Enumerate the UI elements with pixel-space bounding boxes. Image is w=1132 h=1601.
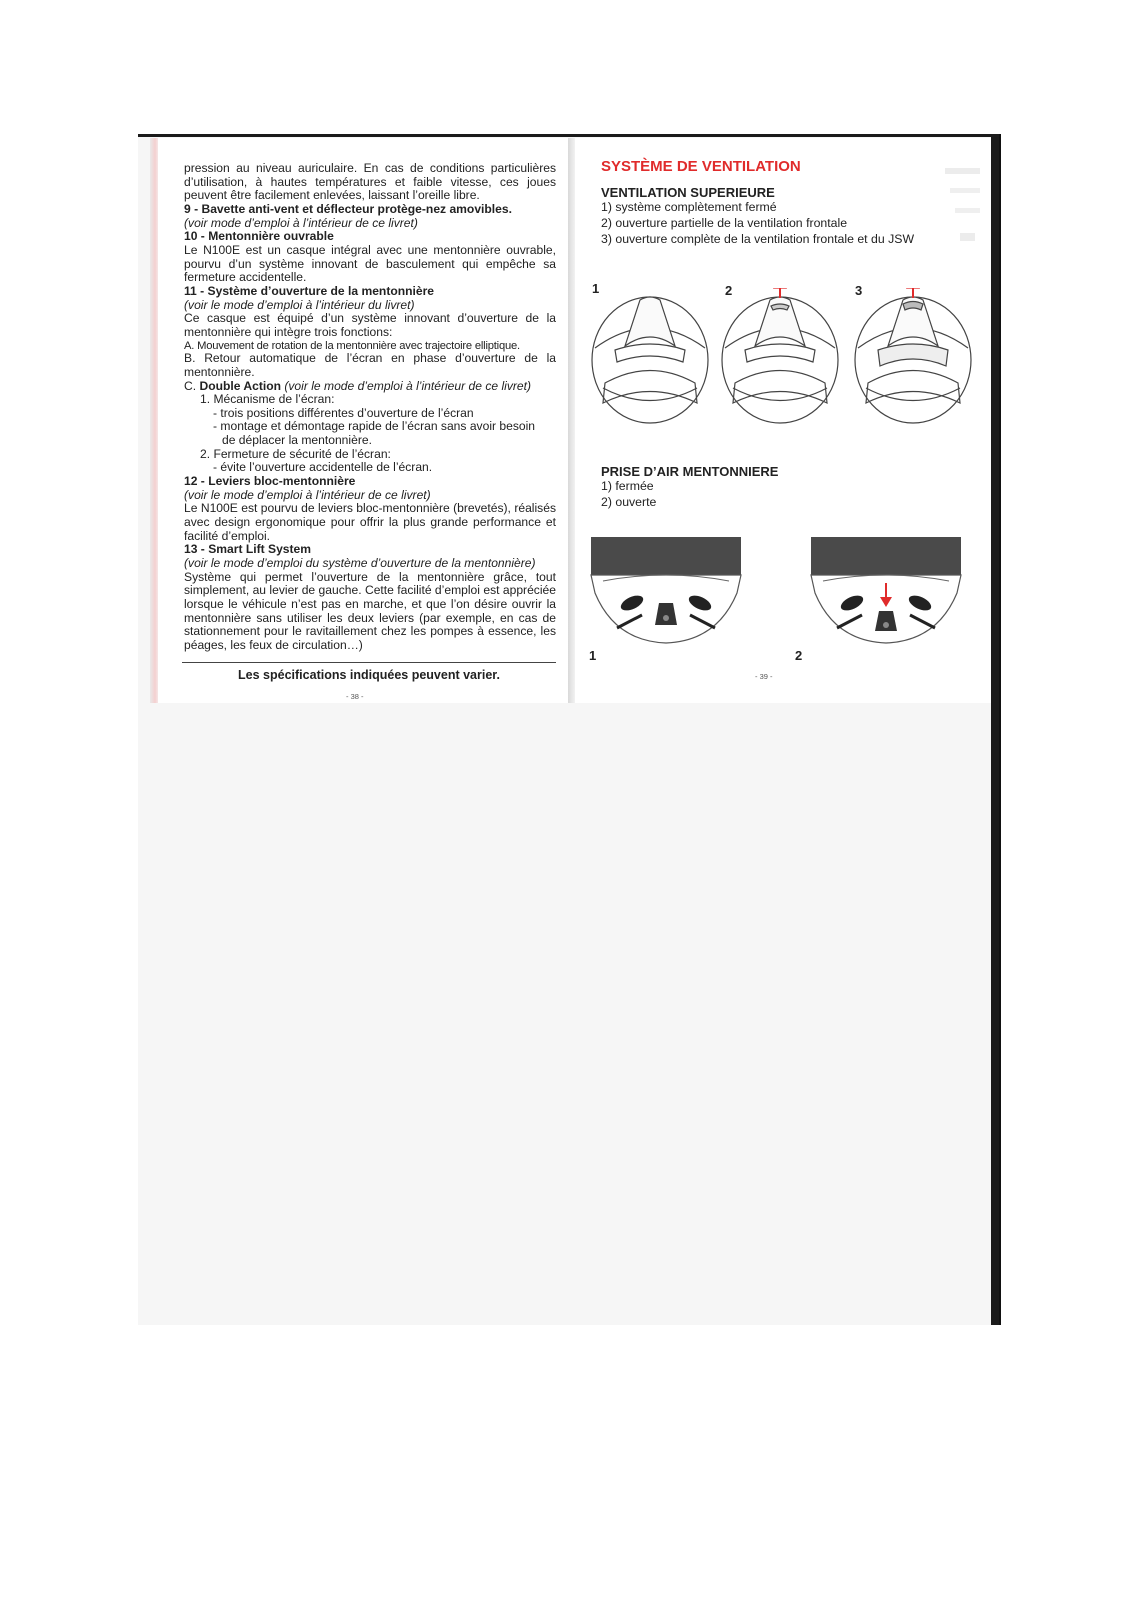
page-38 — [158, 138, 568, 703]
helmet-top-closed-illustration — [592, 297, 708, 423]
ventilation-superieure-list — [601, 200, 914, 248]
text-line: de déplacer la mentonnière. — [222, 433, 372, 448]
helmet-top-open-illustration — [855, 288, 971, 423]
divider-rule — [182, 662, 556, 663]
chin-vent-open-illustration — [811, 537, 961, 643]
text-line: Système qui permet l’ouverture de la mentonnière grâce, tout simplement, au levier de gauche. Cette facilité d’emploi est appréciée lorsque le véhicule n’est pas en marche, et que l’on désire ouvrir la mentonnière sans utiliser les deux leviers (par exemple, en cas de stationnement pour le ravitaillement chez les pompes à essence, les péages, les feux de circulation…) — [184, 569, 556, 652]
text-line: 11 - Système d’ouverture de la mentonnière — [184, 283, 435, 298]
list-item: 2) ouverture partielle de la ventilation frontale — [601, 215, 848, 230]
list-item: 2) ouverte — [601, 494, 657, 509]
text-line: (voir mode d’emploi à l’intérieur de ce livret) — [184, 215, 418, 230]
text-line: (voir le mode d’emploi à l’intérieur du livret) — [184, 297, 415, 312]
text-line: Le N100E est pourvu de leviers bloc-mentonnière (brevetés), réalisés avec design ergonomique pour offrir la plus grande performance et facilité d’emploi. — [184, 501, 556, 543]
text-line: 13 - Smart Lift System — [184, 542, 312, 557]
chin-vent-figures — [587, 533, 982, 648]
text-line: 12 - Leviers bloc-mentonnière — [184, 474, 356, 489]
text-line: - trois positions différentes d’ouverture de l’écran — [213, 405, 474, 420]
list-item: 3) ouverture complète de la ventilation frontale et du JSW — [601, 231, 915, 246]
text-line: 2. Fermeture de sécurité de l’écran: — [200, 446, 391, 461]
text-line: - montage et démontage rapide de l’écran sans avoir besoin — [213, 419, 536, 434]
left-text-column — [184, 162, 556, 653]
text-line: 1. Mécanisme de l’écran: — [200, 392, 335, 407]
prise-air-list — [601, 479, 656, 511]
text-line: Ce casque est équipé d’un système innovant d’ouverture de la mentonnière qui intègre trois fonctions: — [184, 311, 556, 339]
figure-label-1: 1 — [592, 281, 600, 296]
heading-ventilation-superieure: VENTILATION SUPERIEURE — [601, 185, 775, 200]
figure-label-2: 2 — [725, 283, 733, 298]
helmet-top-partial-illustration — [722, 288, 838, 423]
page-39 — [575, 138, 991, 703]
specifications-note: Les spécifications indiquées peuvent varier. — [238, 668, 500, 682]
page-number-left: - 38 - — [346, 692, 364, 701]
helmet-top-figures — [585, 288, 985, 428]
figure-label-3: 3 — [855, 283, 863, 298]
heading-prise-air: PRISE D’AIR MENTONNIERE — [601, 464, 779, 479]
chin-figure-label-1: 1 — [589, 648, 597, 663]
scan-right-edge — [991, 134, 999, 1325]
book-gutter — [568, 138, 575, 703]
show-through-shadow — [940, 158, 985, 258]
page-number-right: - 39 - — [755, 672, 773, 681]
text-line: - évite l’ouverture accidentelle de l’écran. — [213, 460, 433, 475]
text-line: pression au niveau auriculaire. En cas de conditions particulières d’utilisation, à hautes températures et faible vitesse, ces joues peuvent être facilement enlevées, laissant l’oreille libre. — [184, 161, 556, 203]
text-line: Le N100E est un casque intégral avec une mentonnière ouvrable, pourvu d’un système innovant de basculement qui empêche sa fermeture accidentelle. — [184, 242, 556, 285]
text-line: (voir le mode d’emploi du système d’ouverture de la mentonnière) — [184, 556, 536, 571]
text-line: 9 - Bavette anti-vent et déflecteur protège-nez amovibles. — [184, 201, 512, 216]
list-item: 1) fermée — [601, 479, 654, 493]
text-line: B. Retour automatique de l’écran en phase d’ouverture de la mentonnière. — [184, 351, 556, 379]
chin-vent-closed-illustration — [591, 537, 741, 643]
text-line: 10 - Mentonnière ouvrable — [184, 229, 334, 244]
text-line: (voir le mode d’emploi à l’intérieur de ce livret) — [184, 487, 431, 502]
chin-figure-label-2: 2 — [795, 648, 803, 663]
double-action-line: C. Double Action (voir le mode d’emploi à l’intérieur de ce livret) — [184, 378, 532, 393]
ventilation-title: SYSTÈME DE VENTILATION — [601, 158, 801, 175]
scan-top-edge — [138, 134, 999, 137]
list-item: 1) système complètement fermé — [601, 200, 777, 214]
text-line: A. Mouvement de rotation de la mentonnière avec trajectoire elliptique. — [184, 339, 520, 352]
